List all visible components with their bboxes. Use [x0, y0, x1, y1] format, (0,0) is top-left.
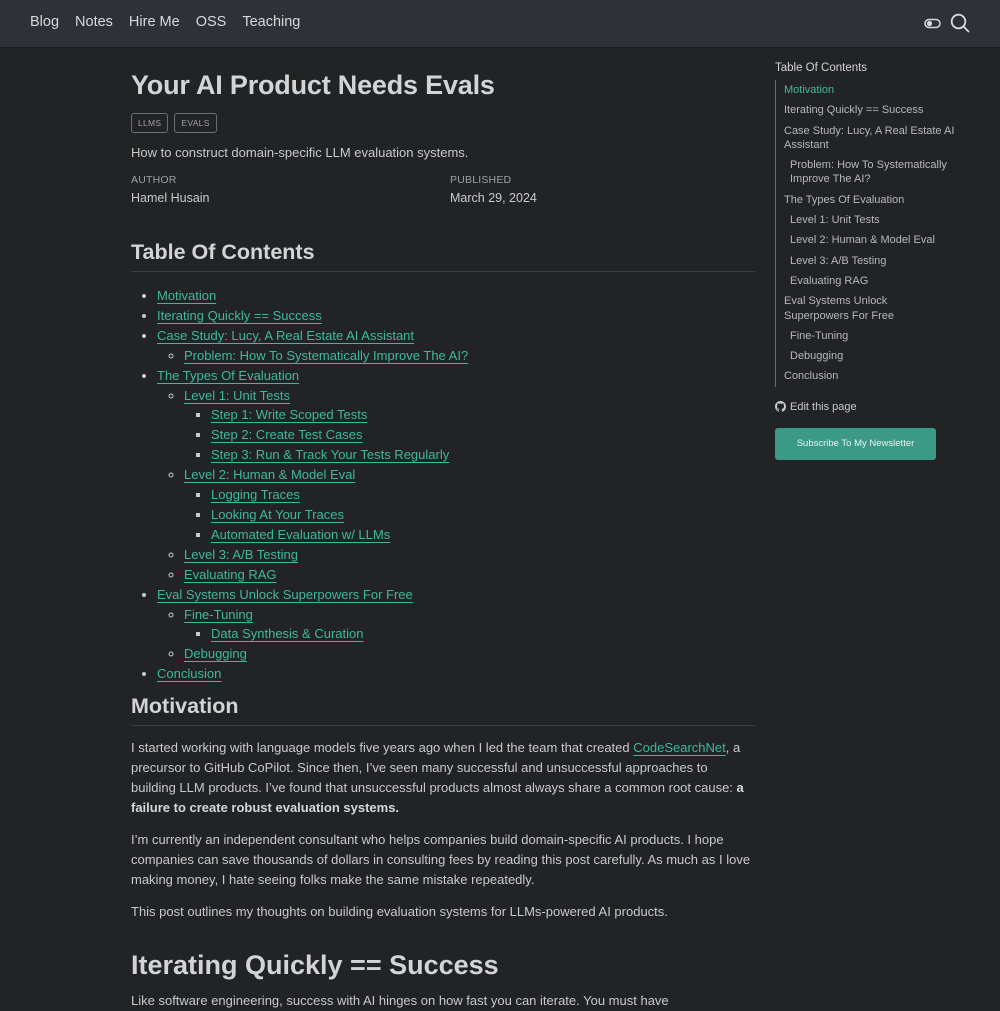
- codesearchnet-link[interactable]: CodeSearchNet: [633, 740, 726, 756]
- toc-list: [131, 286, 755, 684]
- toc-item: [211, 405, 755, 425]
- paragraph: This post outlines my thoughts on building evaluation systems for LLMs-powered AI products.: [131, 904, 668, 920]
- toc-link-conclusion[interactable]: Conclusion: [157, 666, 222, 682]
- nav-links: [30, 14, 300, 30]
- edit-page-link[interactable]: [775, 401, 955, 413]
- sidebar-item-problem[interactable]: Problem: How To Systematically Improve The AI?: [790, 159, 947, 186]
- toc-item: [184, 346, 755, 366]
- search-icon[interactable]: [950, 13, 970, 33]
- article-meta: [131, 174, 755, 214]
- sidebar-item-level-3[interactable]: Level 3: A/B Testing: [790, 254, 887, 267]
- toc-link-fine-tuning[interactable]: Fine-Tuning: [184, 606, 253, 622]
- toc-item: [211, 485, 755, 505]
- toc-link-step-3[interactable]: Step 3: Run & Track Your Tests Regularly: [211, 447, 450, 463]
- toc-link-step-2[interactable]: Step 2: Create Test Cases: [211, 427, 363, 443]
- toc-item: [211, 445, 755, 465]
- toc-link-case-study[interactable]: Case Study: Lucy, A Real Estate AI Assistant: [157, 327, 415, 343]
- toc-item: [157, 326, 755, 366]
- article: [131, 48, 755, 1011]
- toc-item: [184, 386, 755, 466]
- sidebar-toc: [775, 62, 955, 460]
- toc-item: [211, 525, 755, 545]
- toc-link-automated-eval[interactable]: Automated Evaluation w/ LLMs: [211, 526, 391, 542]
- nav-link-oss[interactable]: OSS: [195, 14, 227, 30]
- published-block: [450, 174, 537, 205]
- toc-item: [184, 565, 755, 585]
- toc-link-step-1[interactable]: Step 1: Write Scoped Tests: [211, 407, 368, 423]
- sidebar-item-level-1[interactable]: Level 1: Unit Tests: [790, 214, 880, 227]
- sidebar-item-case-study[interactable]: Case Study: Lucy, A Real Estate AI Assistant: [784, 124, 955, 151]
- toc-item: [184, 644, 755, 664]
- tag-list: [131, 113, 755, 133]
- toc-link-types[interactable]: The Types Of Evaluation: [157, 367, 300, 383]
- toc-item: [157, 664, 755, 684]
- toc-link-data-synthesis[interactable]: Data Synthesis & Curation: [211, 626, 364, 642]
- tag-evals[interactable]: EVALS: [174, 113, 216, 133]
- sidebar-item-debugging[interactable]: Debugging: [790, 350, 844, 363]
- toc-link-looking-traces[interactable]: Looking At Your Traces: [211, 506, 344, 522]
- nav-link-hire-me[interactable]: Hire Me: [128, 14, 180, 30]
- toc-link-evaluating-rag[interactable]: Evaluating RAG: [184, 566, 277, 582]
- author-block: [131, 174, 210, 205]
- nav-link-blog[interactable]: Blog: [30, 14, 60, 30]
- bold-text: a failure to create robust evaluation systems.: [131, 780, 744, 816]
- nav-link-teaching[interactable]: Teaching: [242, 14, 301, 30]
- toc-link-iterating[interactable]: Iterating Quickly == Success: [157, 307, 322, 323]
- sidebar-item-conclusion[interactable]: Conclusion: [784, 370, 839, 383]
- toc-link-debugging[interactable]: Debugging: [184, 646, 247, 662]
- edit-page-label: Edit this page: [790, 400, 857, 413]
- toc-link-superpowers[interactable]: Eval Systems Unlock Superpowers For Free: [157, 586, 413, 602]
- sidebar-item-level-2[interactable]: Level 2: Human & Model Eval: [790, 234, 935, 247]
- toc-link-level-1[interactable]: Level 1: Unit Tests: [184, 387, 290, 403]
- toc-item: [211, 624, 755, 644]
- toc-heading: Table Of Contents: [131, 240, 755, 272]
- toc-item: [211, 425, 755, 445]
- toc-item: [157, 366, 755, 585]
- author-label: AUTHOR: [131, 174, 177, 186]
- github-icon: [775, 401, 786, 412]
- toc-item: [157, 286, 755, 306]
- page-title: Your AI Product Needs Evals: [131, 70, 495, 100]
- sidebar-item-iterating[interactable]: Iterating Quickly == Success: [784, 104, 924, 117]
- page-subtitle: How to construct domain-specific LLM evaluation systems.: [131, 145, 469, 160]
- toc-link-problem[interactable]: Problem: How To Systematically Improve The AI?: [184, 347, 469, 363]
- sidebar-item-motivation[interactable]: Motivation: [784, 84, 835, 96]
- tag-llms[interactable]: LLMS: [131, 113, 168, 133]
- toc-item: [184, 605, 755, 645]
- sidebar-item-fine-tuning[interactable]: Fine-Tuning: [790, 329, 849, 342]
- author-name: Hamel Husain: [131, 191, 210, 205]
- toc-link-level-3[interactable]: Level 3: A/B Testing: [184, 546, 298, 562]
- sidebar-item-types[interactable]: The Types Of Evaluation: [784, 193, 905, 206]
- toc-item: [211, 505, 755, 525]
- sidebar-toc-list: [775, 80, 955, 387]
- nav-link-notes[interactable]: Notes: [75, 14, 113, 30]
- subscribe-button[interactable]: Subscribe To My Newsletter: [775, 428, 936, 460]
- toggle-icon[interactable]: [924, 15, 941, 32]
- toc-link-level-2[interactable]: Level 2: Human & Model Eval: [184, 467, 356, 483]
- top-nav: [0, 0, 1000, 48]
- section-heading-motivation: Motivation: [131, 694, 755, 726]
- sidebar-title: Table Of Contents: [775, 62, 868, 74]
- published-date: March 29, 2024: [450, 191, 537, 205]
- published-label: PUBLISHED: [450, 174, 512, 186]
- toc-link-logging-traces[interactable]: Logging Traces: [211, 487, 300, 503]
- toc-link-motivation[interactable]: Motivation: [157, 288, 217, 303]
- toc-item: [157, 306, 755, 326]
- paragraph: I’m currently an independent consultant who helps companies build domain-specific AI products. I hope companies can save thousands of dollars in consulting fees by reading this post carefully. As much as I love making money, I hate seeing folks make the same mistake repeatedly.: [131, 832, 751, 888]
- section-heading-iterating: Iterating Quickly == Success: [131, 950, 499, 981]
- toc-item: [157, 585, 755, 665]
- sidebar-item-evaluating-rag[interactable]: Evaluating RAG: [790, 274, 869, 287]
- sidebar-item-superpowers[interactable]: Eval Systems Unlock Superpowers For Free: [784, 295, 895, 322]
- paragraph-text: , a precursor to GitHub CoPilot. Since then, I’ve seen many successful and unsuccessful approaches to building LLM products. I’ve found that unsuccessful products almost always share a common root cause:: [131, 740, 741, 796]
- paragraph-text: I started working with language models five years ago when I led the team that created: [131, 740, 634, 756]
- paragraph-partial: Like software engineering, success with AI hinges on how fast you can iterate. You must have: [131, 993, 669, 1009]
- toc-item: [184, 465, 755, 545]
- paragraph: [131, 738, 755, 818]
- toc-item: [184, 545, 755, 565]
